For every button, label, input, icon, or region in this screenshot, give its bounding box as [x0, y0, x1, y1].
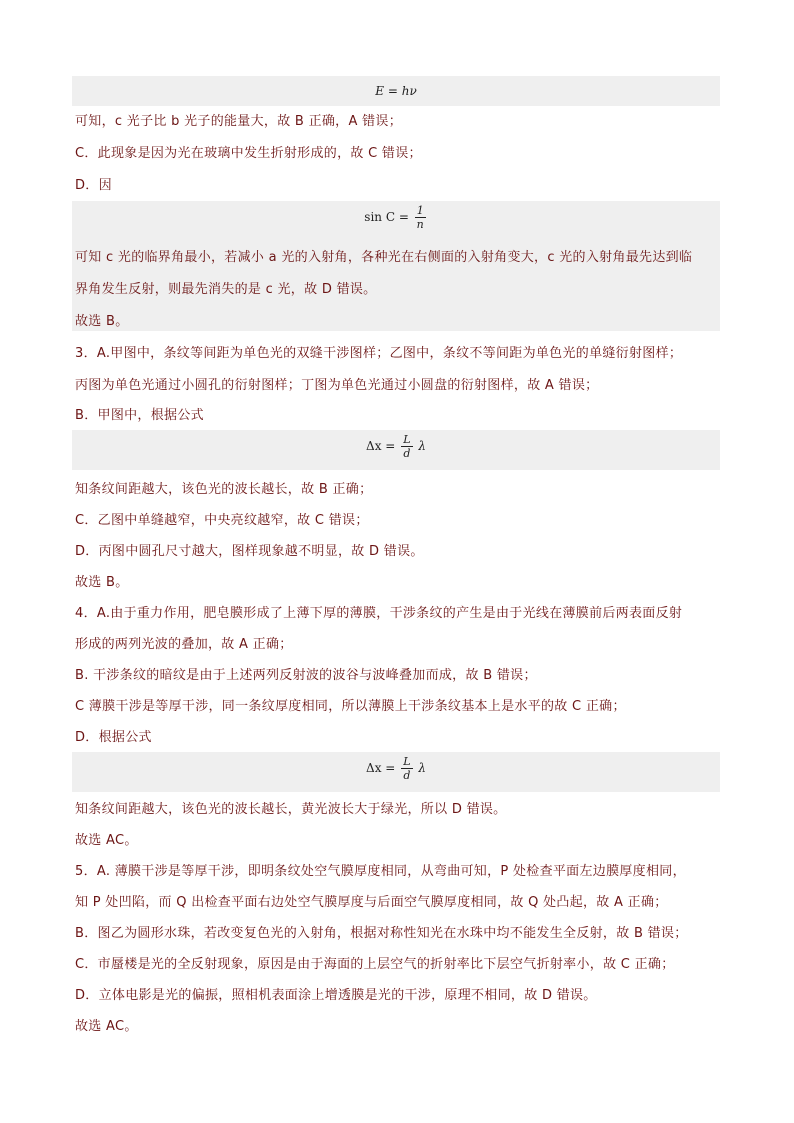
text-line: D．丙图中圆孔尺寸越大，图样现象越不明显，故 D 错误。: [75, 544, 424, 559]
text-line: 故选 AC。: [75, 833, 138, 848]
text-line: 丙图为单色光通过小圆孔的衍射图样；丁图为单色光通过小圆盘的衍射图样，故 A 错误；: [75, 378, 599, 393]
text-line: C．此现象是因为光在玻璃中发生折射形成的，故 C 错误；: [75, 146, 422, 161]
formula-fringe-spacing: Δx = $\frac{L}{d}$ λ: [366, 755, 426, 782]
text-line: 界角发生反射，则最先消失的是 c 光，故 D 错误。: [75, 282, 377, 297]
text-line: D．因: [75, 178, 112, 193]
text-line: 5．A. 薄膜干涉是等厚干涉，即明条纹处空气膜厚度相同，从弯曲可知，P 处检查平面左边膜厚度相同，: [75, 864, 686, 879]
text-line: 故选 B。: [75, 314, 129, 329]
text-line: B. 干涉条纹的暗纹是由于上述两列反射波的波谷与波峰叠加而成，故 B 错误；: [75, 668, 537, 683]
text-line: C 薄膜干涉是等厚干涉，同一条纹厚度相同，所以薄膜上干涉条纹基本上是水平的故 C 正确；: [75, 699, 626, 714]
text-line: 3．A.甲图中，条纹等间距为单色光的双缝干涉图样；乙图中，条纹不等间距为单色光的单缝衍射图样；: [75, 346, 683, 361]
text-line: B．图乙为圆形水珠，若改变复色光的入射角，根据对称性知光在水珠中均不能发生全反射，故 B 错误；: [75, 926, 688, 941]
text-line: 形成的两列光波的叠加，故 A 正确；: [75, 637, 293, 652]
text-line: C．市蜃楼是光的全反射现象，原因是由于海面的上层空气的折射率比下层空气折射率小，故 C 正确；: [75, 957, 675, 972]
text-line: 知条纹间距越大，该色光的波长越长，黄光波长大于绿光，所以 D 错误。: [75, 802, 507, 817]
text-line: 知 P 处凹陷，而 Q 出检查平面右边处空气膜厚度与后面空气膜厚度相同，故 Q 处凸起，故 A 正确；: [75, 895, 668, 910]
text-line: 可知 c 光的临界角最小，若减小 a 光的入射角，各种光在右侧面的入射角变大，c 光的入射角最先达到临: [75, 250, 693, 265]
text-line: 4．A.由于重力作用，肥皂膜形成了上薄下厚的薄膜，干涉条纹的产生是由于光线在薄膜前后两表面反射: [75, 606, 683, 621]
formula-fringe-spacing: Δx = $\frac{L}{d}$ λ: [366, 433, 426, 460]
text-line: D．根据公式: [75, 730, 152, 745]
formula-critical-angle: sin C = $\frac{1}{n}$: [364, 204, 424, 231]
text-line: 知条纹间距越大，该色光的波长越长，故 B 正确；: [75, 482, 373, 497]
text-line: C．乙图中单缝越窄，中央亮纹越窄，故 C 错误；: [75, 513, 369, 528]
text-line: B．甲图中，根据公式: [75, 408, 204, 423]
text-line: 故选 AC。: [75, 1019, 138, 1034]
text-line: D．立体电影是光的偏振，照相机表面涂上增透膜是光的干涉，原理不相同，故 D 错误。: [75, 988, 597, 1003]
text-line: 故选 B。: [75, 575, 129, 590]
formula-energy: E = hν: [375, 84, 417, 98]
text-line: 可知，c 光子比 b 光子的能量大，故 B 正确，A 错误；: [75, 114, 403, 129]
